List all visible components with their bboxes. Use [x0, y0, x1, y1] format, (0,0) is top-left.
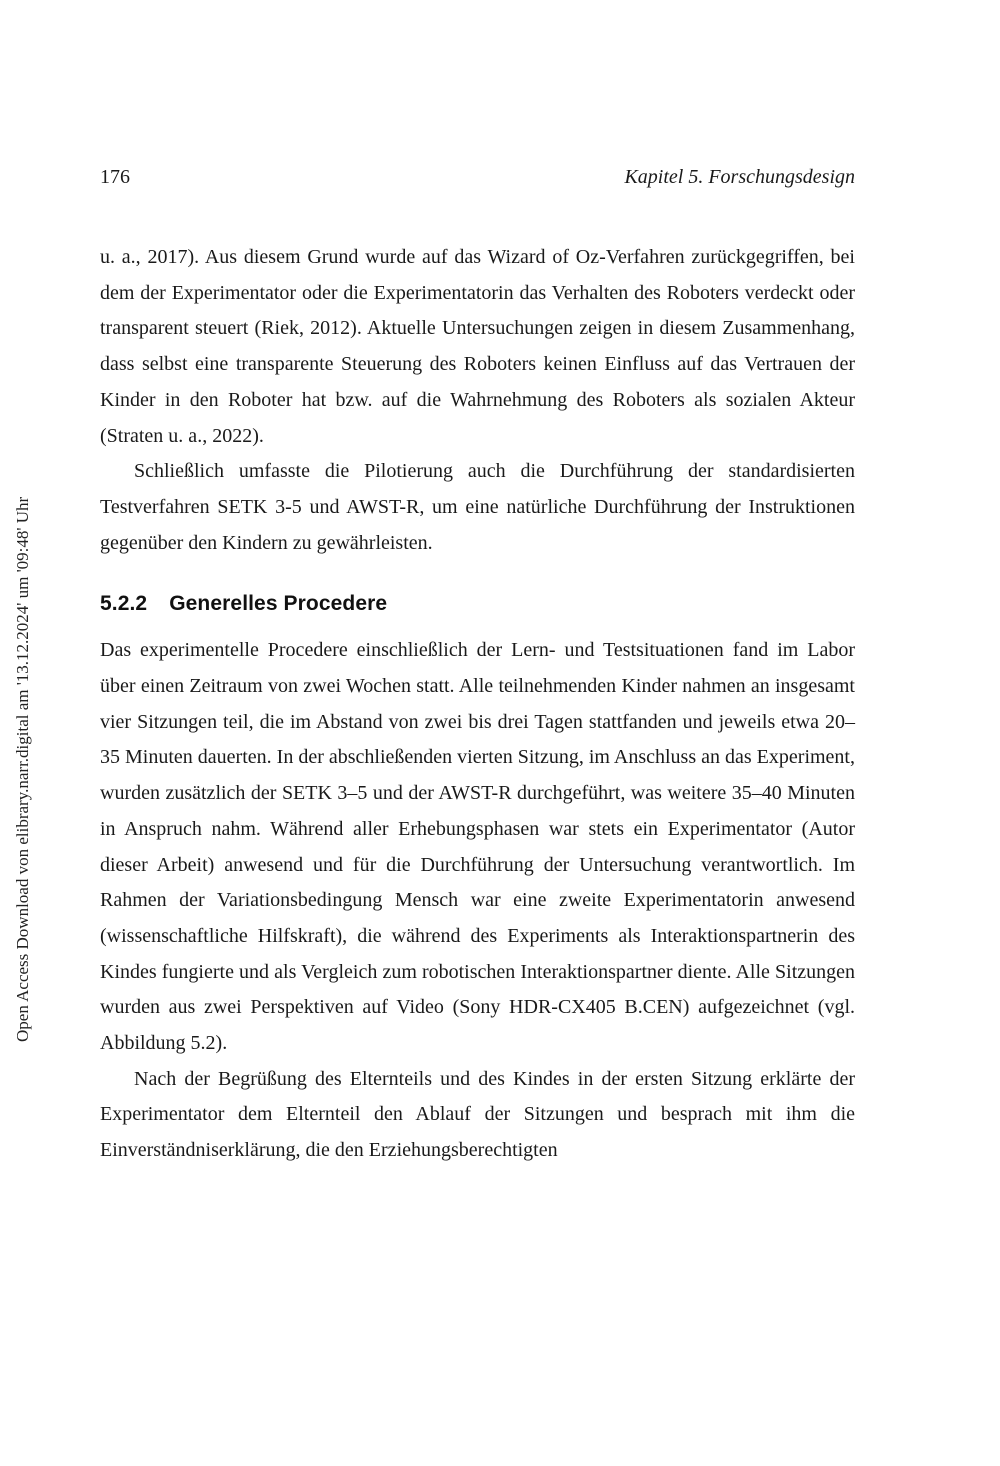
page-header	[100, 166, 855, 189]
open-access-watermark: Open Access Download von elibrary.narr.digital am '13.12.2024' um '09:48' Uhr	[13, 496, 32, 1042]
page-number: 176	[100, 166, 130, 188]
paragraph: Nach der Begrüßung des Elternteils und des Kindes in der ersten Sitzung erklärte der Experimentator dem Elternteil den Ablauf der Sitzungen und besprach mit ihm die Einverständniserklärung, die den Erziehungsberechtigten	[100, 1067, 855, 1162]
section-heading	[100, 592, 855, 616]
paragraph: Das experimentelle Procedere einschließlich der Lern- und Testsituationen fand im Labor über einen Zeitraum von zwei Wochen statt. Alle teilnehmenden Kinder nahmen an insgesamt vier Sitzungen teil, die im Abstand von zwei bis drei Tagen stattfanden und jeweils etwa 20–35 Minuten dauerten. In der abschließenden vierten Sitzung, im Anschluss an das Experiment, wurden zusätzlich der SETK 3–5 und der AWST-R durchgeführt, was weitere 35–40 Minuten in Anspruch nahm. Während aller Erhebungsphasen war stets ein Experimentator (Autor dieser Arbeit) anwesend und für die Durchführung der Untersuchung verantwortlich. Im Rahmen der Variationsbedingung Mensch war eine zweite Experimentatorin anwesend (wissenschaftliche Hilfskraft), die während des Experiments als Interaktionspartnerin des Kindes fungierte und als Vergleich zum robotischen Interaktionspartner diente. Alle Sitzungen wurden aus zwei Perspektiven auf Video (Sony HDR-CX405 B.CEN) aufgezeichnet (vgl. Abbildung 5.2).	[100, 639, 855, 1055]
paragraph: u. a., 2017). Aus diesem Grund wurde auf das Wizard of Oz-Verfahren zurückgegriffen, bei dem der Experimentator oder die Experimentatorin das Verhalten des Roboters verdeckt oder transparent steuert (Riek, 2012). Aktuelle Untersuchungen zeigen in diesem Zusammenhang, dass selbst eine transparente Steuerung des Roboters keinen Einfluss auf das Vertrauen der Kinder in den Roboter hat bzw. auf die Wahrnehmung des Roboters als sozialen Akteur (Straten u. a., 2022).	[100, 246, 855, 447]
paragraph: Schließlich umfasste die Pilotierung auch die Durchführung der standardisierten Testverfahren SETK 3-5 und AWST-R, um eine natürliche Durchführung der Instruktionen gegenüber den Kindern zu gewährleisten.	[100, 460, 855, 554]
body-text	[100, 240, 855, 1169]
running-head: Kapitel 5. Forschungsdesign	[624, 166, 855, 188]
section-number: 5.2.2	[100, 592, 148, 616]
section-title: Generelles Procedere	[169, 592, 388, 616]
